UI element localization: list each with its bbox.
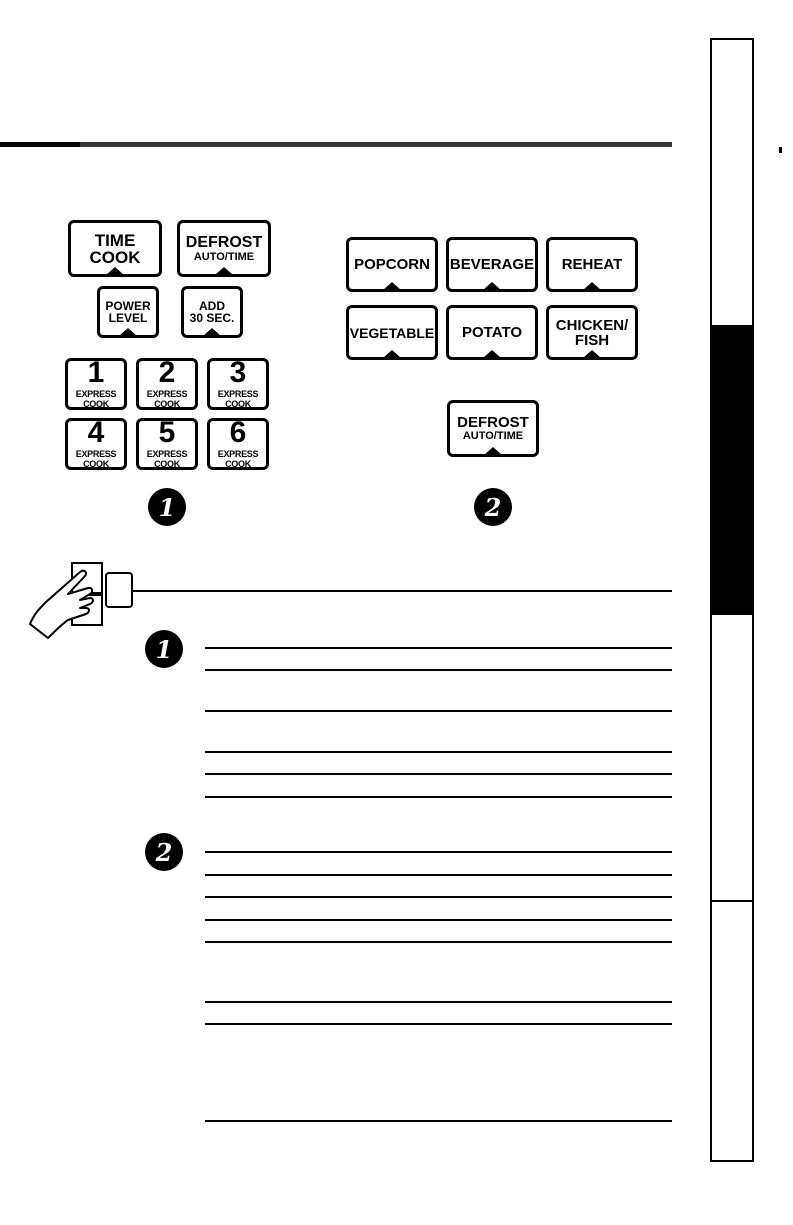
- top-rule: [0, 142, 672, 147]
- defrost-right-label-2: AUTO/TIME: [462, 430, 524, 442]
- number-5-button[interactable]: [136, 415, 198, 470]
- number-5-caption: EXPRESS COOK: [146, 448, 188, 469]
- number-4-label: 4: [87, 415, 105, 449]
- table-rule: [205, 751, 672, 753]
- number-5-label: 5: [158, 415, 176, 449]
- chicken-fish-label-1: CHICKEN/: [555, 316, 629, 334]
- defrost-label-2: AUTO/TIME: [193, 250, 255, 263]
- number-2-caption: EXPRESS COOK: [146, 388, 188, 409]
- table-rule: [205, 773, 672, 775]
- number-6-caption: EXPRESS COOK: [217, 448, 259, 469]
- hand-pressing-button-icon: [22, 558, 142, 668]
- step-2-badge: 2: [474, 488, 512, 526]
- side-tab-divider: [710, 900, 754, 902]
- power-level-label-2: LEVEL: [108, 311, 148, 325]
- popcorn-label: POPCORN: [354, 256, 430, 273]
- time-cook-label-1: TIME: [94, 230, 136, 250]
- section-step-1-badge: 1: [145, 630, 183, 668]
- side-tab-active[interactable]: [710, 325, 754, 615]
- table-rule: [205, 851, 672, 853]
- vegetable-label: VEGETABLE: [349, 324, 435, 341]
- table-rule: [205, 919, 672, 921]
- power-level-button[interactable]: [97, 286, 159, 338]
- number-6-label: 6: [229, 415, 247, 449]
- section-step-2-badge: 2: [145, 833, 183, 871]
- defrost-right-label-1: DEFROST: [457, 414, 529, 431]
- potato-label: POTATO: [462, 324, 522, 341]
- number-4-button[interactable]: [65, 415, 127, 470]
- defrost-right-button[interactable]: [447, 400, 539, 457]
- popcorn-button[interactable]: [346, 237, 438, 292]
- time-cook-label-2: COOK: [89, 247, 141, 267]
- number-6-button[interactable]: [207, 415, 269, 470]
- section-rule: [132, 590, 672, 592]
- table-rule: [205, 1023, 672, 1025]
- table-rule: [205, 796, 672, 798]
- table-rule: [205, 874, 672, 876]
- defrost-label-1: DEFROST: [185, 233, 263, 251]
- power-level-label-1: POWER: [105, 299, 151, 313]
- table-rule: [205, 710, 672, 712]
- table-rule: [205, 1120, 672, 1122]
- table-rule: [205, 1001, 672, 1003]
- add-30-sec-label-2: 30 SEC.: [189, 311, 235, 325]
- table-rule: [205, 896, 672, 898]
- number-1-button[interactable]: [65, 355, 127, 410]
- number-1-label: 1: [87, 355, 105, 389]
- number-2-button[interactable]: [136, 355, 198, 410]
- potato-button[interactable]: [446, 305, 538, 360]
- table-rule: [205, 941, 672, 943]
- number-1-caption: EXPRESS COOK: [75, 388, 117, 409]
- table-rule: [205, 669, 672, 671]
- defrost-button[interactable]: [177, 220, 271, 277]
- vegetable-button[interactable]: [346, 305, 438, 360]
- step-1-badge: 1: [148, 488, 186, 526]
- time-cook-button[interactable]: [68, 220, 162, 277]
- number-4-caption: EXPRESS COOK: [75, 448, 117, 469]
- reheat-label: REHEAT: [561, 256, 623, 273]
- edge-mark: [779, 147, 782, 153]
- beverage-label: BEVERAGE: [449, 256, 535, 273]
- number-3-caption: EXPRESS COOK: [217, 388, 259, 409]
- beverage-button[interactable]: [446, 237, 538, 292]
- number-2-label: 2: [158, 355, 176, 389]
- number-3-button[interactable]: [207, 355, 269, 410]
- top-rule-accent: [0, 142, 80, 147]
- chicken-fish-button[interactable]: [546, 305, 638, 360]
- reheat-button[interactable]: [546, 237, 638, 292]
- chicken-fish-label-2: FISH: [574, 331, 610, 349]
- table-rule: [205, 647, 672, 649]
- add-30-sec-label-1: ADD: [199, 299, 225, 313]
- add-30-sec-button[interactable]: [181, 286, 243, 338]
- number-3-label: 3: [229, 355, 247, 389]
